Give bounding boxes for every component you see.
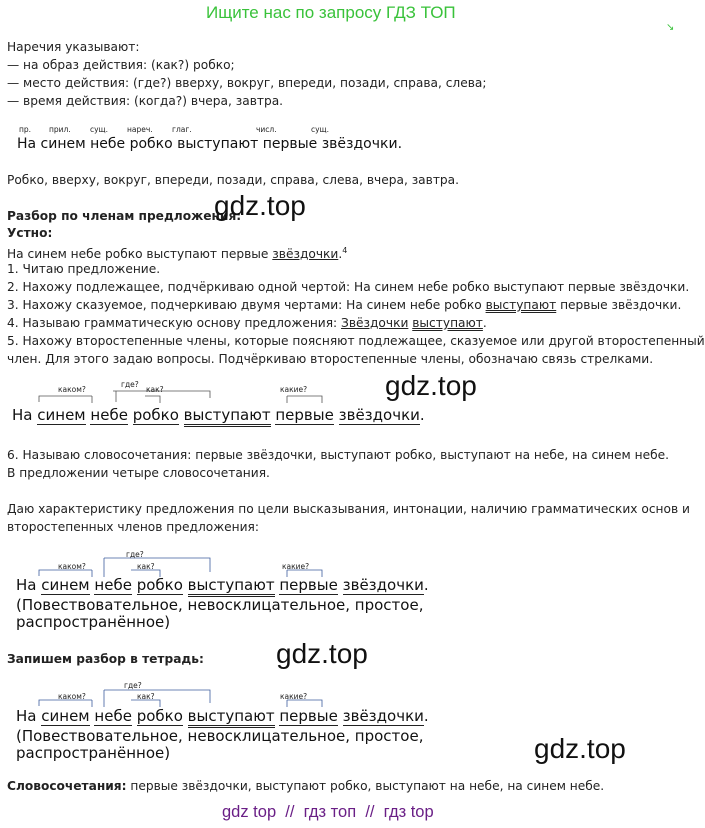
characteristic-line: распространённое) — [16, 744, 171, 762]
step-5: член. Для этого задаю вопросы. Подчёркиваю второстепенные члены, обозначаю связь стрелками. — [7, 352, 654, 366]
question-label: где? — [126, 550, 144, 559]
question-label: каком? — [58, 385, 86, 394]
question-label: где? — [121, 380, 139, 389]
question-label: каком? — [58, 562, 86, 571]
intro-line: — на образ действия: (как?) робко; — [7, 58, 235, 72]
pos-tag: сущ. — [311, 125, 330, 134]
watermark: gdz.top — [276, 638, 368, 669]
parse-title: Разбор по членам предложения: — [7, 209, 242, 223]
intro-line: — место действия: (где?) вверху, вокруг, впереди, позади, справа, слева; — [7, 76, 487, 90]
adverb-list: Робко, вверху, вокруг, впереди, позади, справа, слева, вчера, завтра. — [7, 173, 460, 187]
intro-line: Наречия указывают: — [7, 40, 140, 54]
char-intro: второстепенных членов предложения: — [7, 520, 259, 534]
diagram-sentence: На синем небе робко выступают первые звёздочки. — [16, 576, 429, 594]
diagram-sentence: На синем небе робко выступают первые звёздочки. — [12, 406, 425, 424]
watermark: gdz.top — [385, 370, 477, 401]
page-header: Ищите нас по запросу ГДЗ ТОП — [206, 3, 456, 22]
question-label: как? — [137, 562, 155, 571]
char-intro: Даю характеристику предложения по цели высказывания, интонации, наличию грамматических основ и — [7, 502, 690, 516]
step-5: 5. Нахожу второстепенные члены, которые поясняют подлежащее, сказуемое или другой второстепенный — [7, 334, 705, 348]
characteristic-line: (Повествовательное, невосклицательное, простое, — [16, 596, 424, 614]
tagged-sentence: На синем небе робко выступают первые звёздочки. — [17, 136, 403, 152]
watermark: gdz.top — [534, 733, 626, 764]
notebook-title: Запишем разбор в тетрадь: — [7, 652, 204, 666]
question-label: где? — [124, 681, 142, 690]
pos-tag: сущ. — [90, 125, 109, 134]
pos-tag: прил. — [49, 125, 71, 134]
step-6: В предложении четыре словосочетания. — [7, 466, 270, 480]
step-3: 3. Нахожу сказуемое, подчеркиваю двумя чертами: На синем небе робко выступают первые звёздочки. — [7, 298, 682, 312]
question-label: каком? — [58, 692, 86, 701]
footer-links: gdz top // гдз топ // гдз top — [222, 803, 434, 821]
watermark: gdz.top — [214, 190, 306, 221]
pos-tag: пр. — [19, 125, 32, 134]
characteristic-line: (Повествовательное, невосклицательное, простое, — [16, 727, 424, 745]
step-1: 1. Читаю предложение. — [7, 262, 161, 276]
oral-label: Устно: — [7, 226, 53, 240]
diagram-sentence: На синем небе робко выступают первые звёздочки. — [16, 707, 429, 725]
question-label: какие? — [280, 385, 308, 394]
pos-tag: числ. — [256, 125, 277, 134]
characteristic-line: распространённое) — [16, 613, 171, 631]
pos-tag: нареч. — [127, 125, 153, 134]
question-label: какие? — [282, 562, 310, 571]
collocations: Словосочетания: первые звёздочки, выступают робко, выступают на небе, на синем небе. — [7, 779, 605, 793]
step-6: 6. Называю словосочетания: первые звёздочки, выступают робко, выступают на небе, на синем небе. — [7, 448, 669, 462]
pos-tag: глаг. — [172, 125, 192, 134]
parse-sentence: На синем небе робко выступают первые звёздочки.$^4$ — [7, 246, 348, 262]
corner-mark: ↘ — [666, 22, 675, 33]
step-2: 2. Нахожу подлежащее, подчёркиваю одной чертой: На синем небе робко выступают первые звёздочки. — [7, 280, 690, 294]
question-label: какие? — [280, 692, 308, 701]
question-label: как? — [137, 692, 155, 701]
step-4: 4. Называю грамматическую основу предложения: Звёздочки выступают. — [7, 316, 487, 330]
question-label: как? — [146, 385, 164, 394]
intro-line: — время действия: (когда?) вчера, завтра. — [7, 94, 284, 108]
